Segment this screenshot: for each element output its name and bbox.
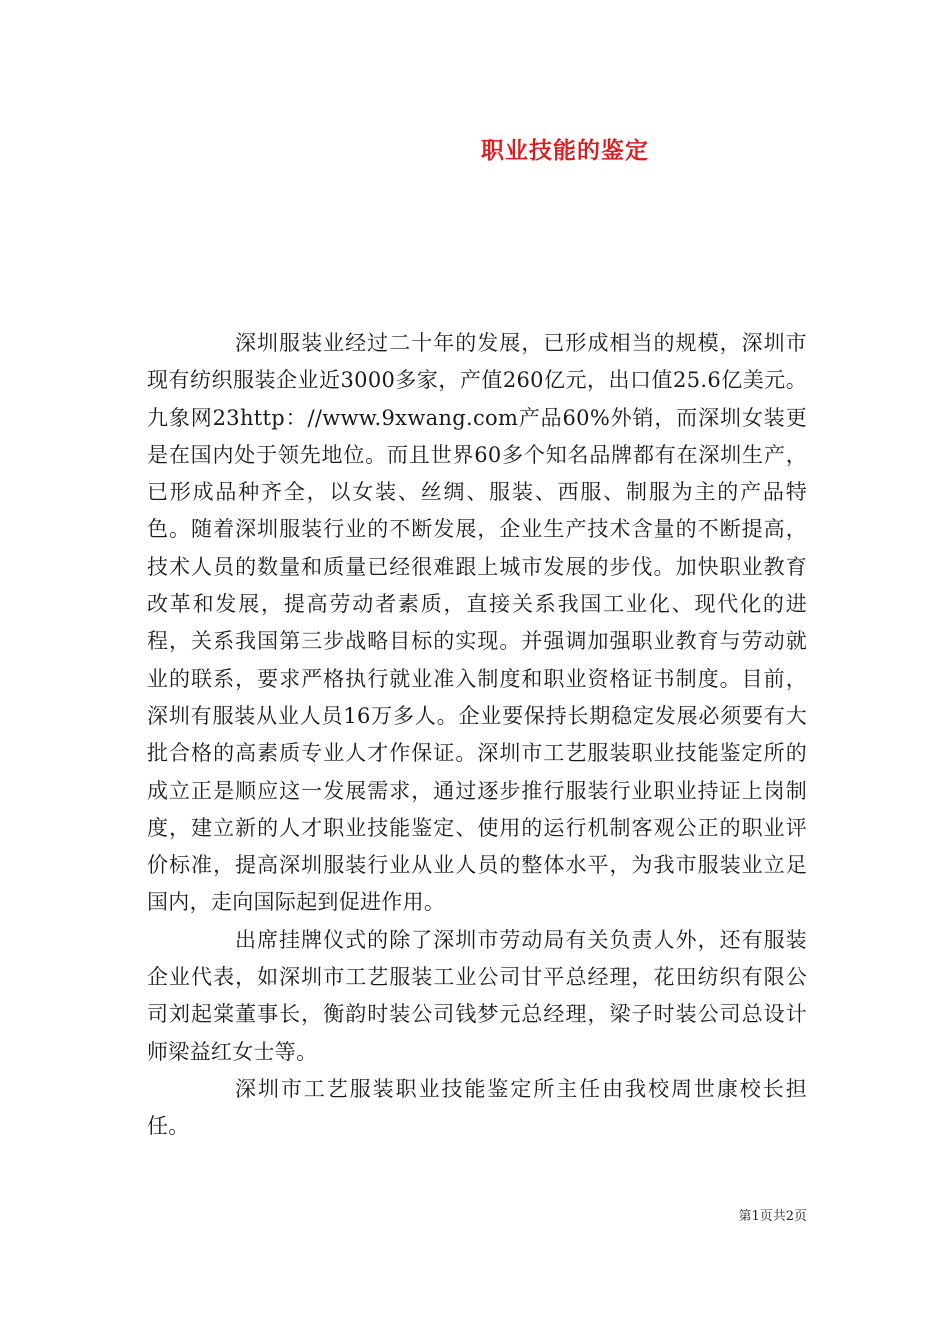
paragraph-1: 深圳服装业经过二十年的发展，已形成相当的规模，深圳市现有纺织服装企业近3000多家，产值260亿元，出口值25.6亿美元。九象网23http：//www.9xwang.com产品60%外销，而深圳女装更是在国内处于领先地位。而且世界60多个知名品牌都有在深圳生产，已形成品种齐全，以女装、丝绸、服装、西服、制服为主的产品特色。随着深圳服装行业的不断发展，企业生产技术含量的不断提高，技术人员的数量和质量已经很难跟上城市发展的步伐。加快职业教育改革和发展，提高劳动者素质，直接关系我国工业化、现代化的进程，关系我国第三步战略目标的实现。并强调加强职业教育与劳动就业的联系，要求严格执行就业准入制度和职业资格证书制度。目前，深圳有服装从业人员16万多人。企业要保持长期稳定发展必须要有大批合格的高素质专业人才作保证。深圳市工艺服装职业技能鉴定所的成立正是顺应这一发展需求，通过逐步推行服装行业职业持证上岗制度，建立新的人才职业技能鉴定、使用的运行机制客观公正的职业评价标准，提高深圳服装行业从业人员的整体水平，为我市服装业立足国内，走向国际起到促进作用。 [147,331,807,915]
page-number-footer: 第1页共2页 [738,1209,807,1224]
document-body [147,325,807,1146]
paragraph-3: 深圳市工艺服装职业技能鉴定所主任由我校周世康校长担任。 [147,1076,807,1139]
paragraph-2: 出席挂牌仪式的除了深圳市劳动局有关负责人外，还有服装企业代表，如深圳市工艺服装工业公司甘平总经理，花田纺织有限公司刘起棠董事长，衡韵时装公司钱梦元总经理，梁子时装公司总设计师梁益红女士等。 [147,927,807,1064]
document-title: 职业技能的鉴定 [481,138,649,164]
